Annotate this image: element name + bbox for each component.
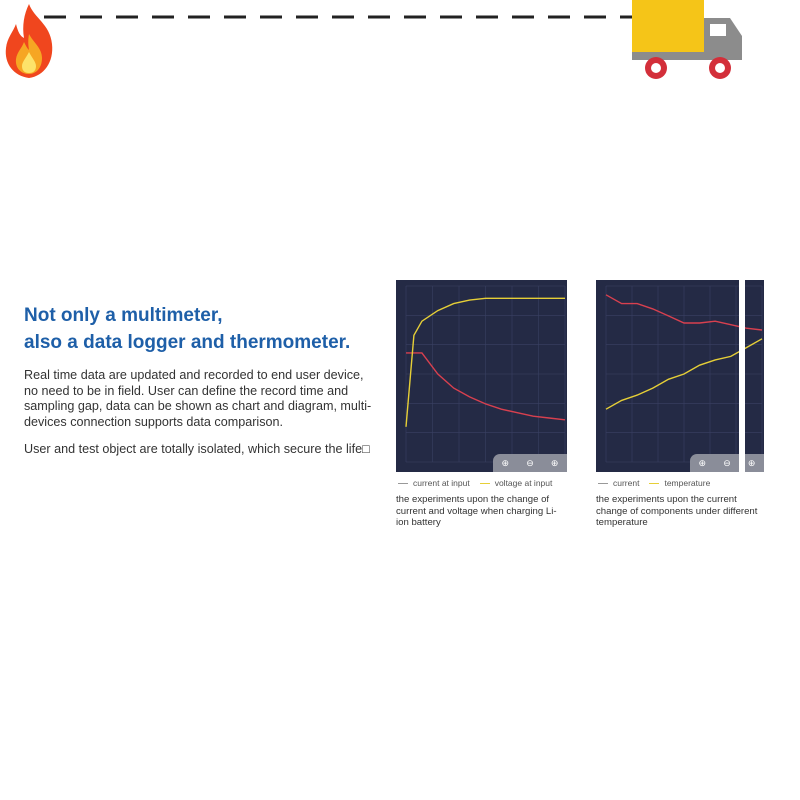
zoom-in-icon[interactable]: ⊕ [501,457,510,468]
legend-item [480,478,553,488]
dashed-road-line [0,15,640,19]
legend-item [649,478,710,488]
description-paragraph-1: Real time data are updated and recorded to end user device, no need to be in field. User can define the record time and sampling gap, data can be shown as chart and diagram, multi-devices connection supports data comparison. [24,368,372,429]
chart-1-caption: the experiments upon the change of current and voltage when charging Li-ion battery [396,494,557,528]
chart-2-zoom-controls [690,454,764,472]
chart-2-legend [598,478,710,488]
chart-1-zoom-controls [493,454,567,472]
zoom-out-icon[interactable]: ⊖ [723,457,731,468]
description-paragraph-2: User and test object are totally isolated, which secure the life□ [24,442,370,456]
delivery-truck-icon [632,0,750,82]
zoom-reset-icon[interactable]: ⊕ [550,457,559,468]
flame-icon [0,0,58,80]
chart-2-caption: the experiments upon the current change of components under different temperature [596,494,758,528]
legend-item [398,478,470,488]
chart-current-voltage-plot [396,280,567,472]
headline-line-1: Not only a multimeter, [24,305,223,326]
zoom-in-icon[interactable]: ⊕ [698,457,707,468]
legend-current-at-input: current at input [413,478,470,488]
headline-line-2: also a data logger and thermometer. [24,332,351,353]
description [24,368,374,470]
legend-current: current [613,478,640,488]
panel-divider [739,280,745,475]
zoom-reset-icon[interactable]: ⊕ [747,457,756,468]
zoom-out-icon[interactable]: ⊖ [526,457,534,468]
headline [24,302,350,356]
legend-item [598,478,639,488]
legend-temperature: temperature [664,478,711,488]
chart-current-voltage [396,280,567,472]
chart-1-legend [398,478,552,488]
legend-voltage-at-input: voltage at input [494,478,553,488]
